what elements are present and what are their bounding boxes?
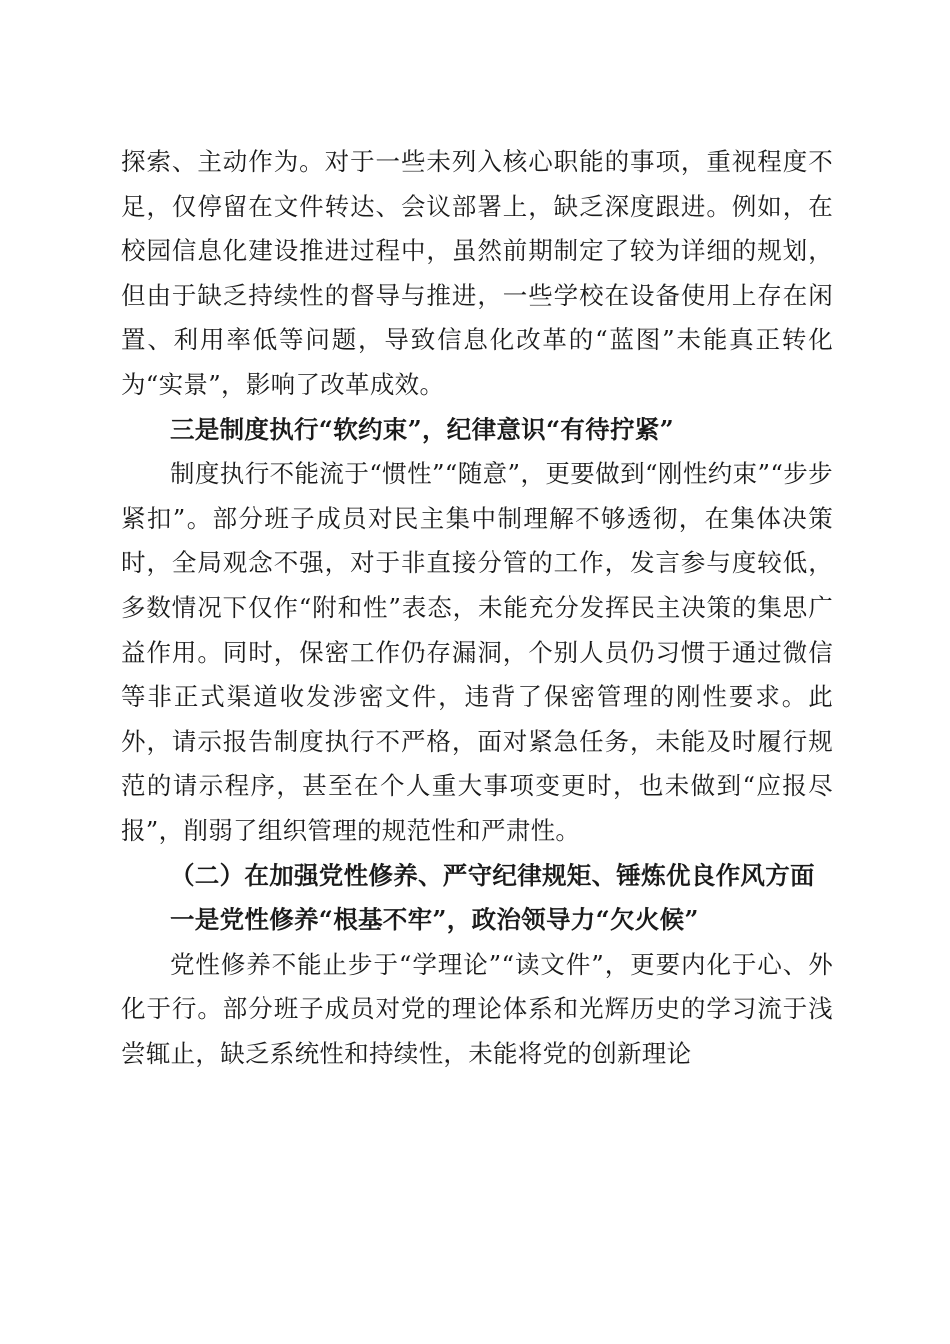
section-heading-party-spirit: （二）在加强党性修养、严守纪律规矩、锤炼优良作风方面	[170, 860, 815, 890]
subheading-party-cultivation: 一是党性修养“根基不牢”，政治领导力“欠火候”	[170, 905, 699, 935]
body-paragraph-party-cultivation: 党性修养不能止步于“学理论”“读文件”，更要内化于心、外化于行。部分班子成员对党的理论体系和光辉历史的学习流于浅尝辄止，缺乏系统性和持续性，未能将党的创新理论	[121, 949, 833, 1068]
subheading-institutional-execution: 三是制度执行“软约束”，纪律意识“有待拧紧”	[170, 414, 674, 444]
body-paragraph-institutional-execution: 制度执行不能流于“惯性”“随意”，更要做到“刚性约束”“步步紧扣”。部分班子成员对民主集中制理解不够透彻，在集体决策时，全局观念不强，对于非直接分管的工作，发言参与度较低，多数情况下仅作“附和性”表态，未能充分发挥民主决策的集思广益作用。同时，保密工作仍存漏洞，个别人员仍习惯于通过微信等非正式渠道收发涉密文件，违背了保密管理的刚性要求。此外，请示报告制度执行不严格，面对紧急任务，未能及时履行规范的请示程序，甚至在个人重大事项变更时，也未做到“应报尽报”，削弱了组织管理的规范性和严肃性。	[121, 459, 834, 845]
document-body	[121, 140, 833, 1076]
body-paragraph-continued: 探索、主动作为。对于一些未列入核心职能的事项，重视程度不足，仅停留在文件转达、会议部署上，缺乏深度跟进。例如，在校园信息化建设推进过程中，虽然前期制定了较为详细的规划，但由于缺乏持续性的督导与推进，一些学校在设备使用上存在闲置、利用率低等问题，导致信息化改革的“蓝图”未能真正转化为“实景”，影响了改革成效。	[121, 147, 833, 399]
